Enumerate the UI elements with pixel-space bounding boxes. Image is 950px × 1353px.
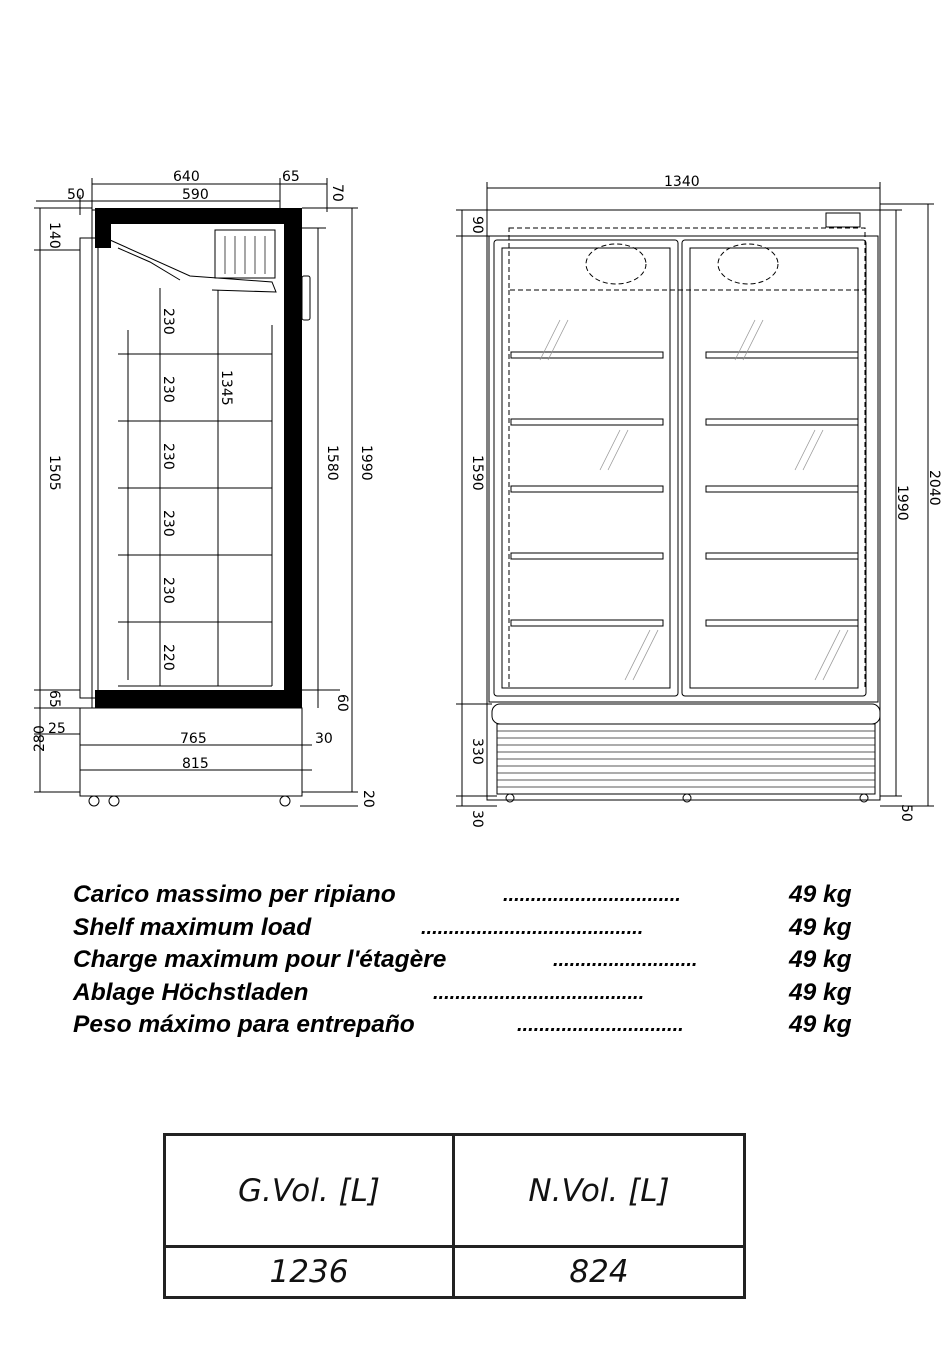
dim-1340: 1340 bbox=[664, 174, 700, 190]
dim-1580: 1580 bbox=[324, 445, 340, 481]
evaporator-grid bbox=[225, 236, 265, 274]
load-row-fr bbox=[73, 945, 873, 978]
dim-70: 70 bbox=[329, 184, 345, 202]
load-value: 49 kg bbox=[789, 978, 852, 1006]
load-dots: ................................ bbox=[503, 884, 681, 906]
shelf-spacing-1: 230 bbox=[160, 308, 176, 335]
load-row-de bbox=[73, 978, 873, 1011]
dim-20: 20 bbox=[360, 790, 376, 808]
dim-2040: 2040 bbox=[926, 470, 942, 506]
load-label: Shelf maximum load bbox=[73, 913, 312, 941]
dim-30: 30 bbox=[315, 731, 333, 747]
dim-1990-side: 1990 bbox=[358, 445, 374, 481]
front-shelves bbox=[511, 352, 858, 626]
dim-140: 140 bbox=[46, 222, 62, 249]
shelf-spacing-6: 220 bbox=[160, 644, 176, 671]
load-value: 49 kg bbox=[789, 1011, 852, 1038]
shelf-load-list bbox=[73, 880, 873, 1043]
shelf-spacing-4: 230 bbox=[160, 510, 176, 537]
dim-60: 60 bbox=[334, 694, 350, 712]
base-grille bbox=[497, 731, 875, 787]
load-value: 49 kg bbox=[789, 913, 852, 941]
dim-815: 815 bbox=[182, 756, 209, 772]
dim-765: 765 bbox=[180, 731, 207, 747]
load-label: Ablage Höchstladen bbox=[73, 978, 309, 1006]
shelf-spacing-3: 230 bbox=[160, 443, 176, 470]
load-row-es bbox=[73, 1010, 873, 1043]
dim-1505: 1505 bbox=[46, 455, 62, 491]
dim-50-front: 50 bbox=[898, 804, 914, 822]
dim-25: 25 bbox=[48, 721, 66, 737]
dim-330: 330 bbox=[469, 738, 485, 765]
dim-1345: 1345 bbox=[218, 370, 234, 406]
load-label: Peso máximo para entrepaño bbox=[73, 1011, 415, 1038]
load-row-it bbox=[73, 880, 873, 913]
dim-50: 50 bbox=[67, 187, 85, 203]
dim-90: 90 bbox=[469, 216, 485, 234]
shelf-spacing-2: 230 bbox=[160, 376, 176, 403]
dim-1590: 1590 bbox=[469, 455, 485, 491]
load-label: Charge maximum pour l'étagère bbox=[73, 946, 447, 973]
header-net-volume: N.Vol. [L] bbox=[528, 1172, 670, 1209]
value-net-volume: 824 bbox=[569, 1254, 629, 1290]
dim-590: 590 bbox=[182, 187, 209, 203]
front-view bbox=[456, 174, 942, 828]
load-label: Carico massimo per ripiano bbox=[73, 881, 396, 908]
dim-30-front: 30 bbox=[469, 810, 485, 828]
side-view bbox=[32, 169, 376, 808]
volume-table bbox=[163, 1133, 746, 1299]
dim-640: 640 bbox=[173, 169, 200, 185]
load-row-en bbox=[73, 913, 873, 946]
load-dots: .............................. bbox=[517, 1014, 684, 1036]
dim-65: 65 bbox=[282, 169, 300, 185]
load-dots: ...................................... bbox=[433, 981, 645, 1004]
header-gross-volume: G.Vol. [L] bbox=[237, 1172, 380, 1209]
shelf-spacing-5: 230 bbox=[160, 577, 176, 604]
value-gross-volume: 1236 bbox=[269, 1254, 349, 1290]
load-value: 49 kg bbox=[789, 881, 852, 908]
load-dots: ........................................ bbox=[421, 916, 644, 939]
dim-280: 280 bbox=[32, 725, 48, 752]
load-dots: .......................... bbox=[553, 949, 698, 971]
dim-1990-front: 1990 bbox=[894, 485, 910, 521]
dim-65-bottom: 65 bbox=[46, 690, 62, 708]
load-value: 49 kg bbox=[789, 946, 852, 973]
